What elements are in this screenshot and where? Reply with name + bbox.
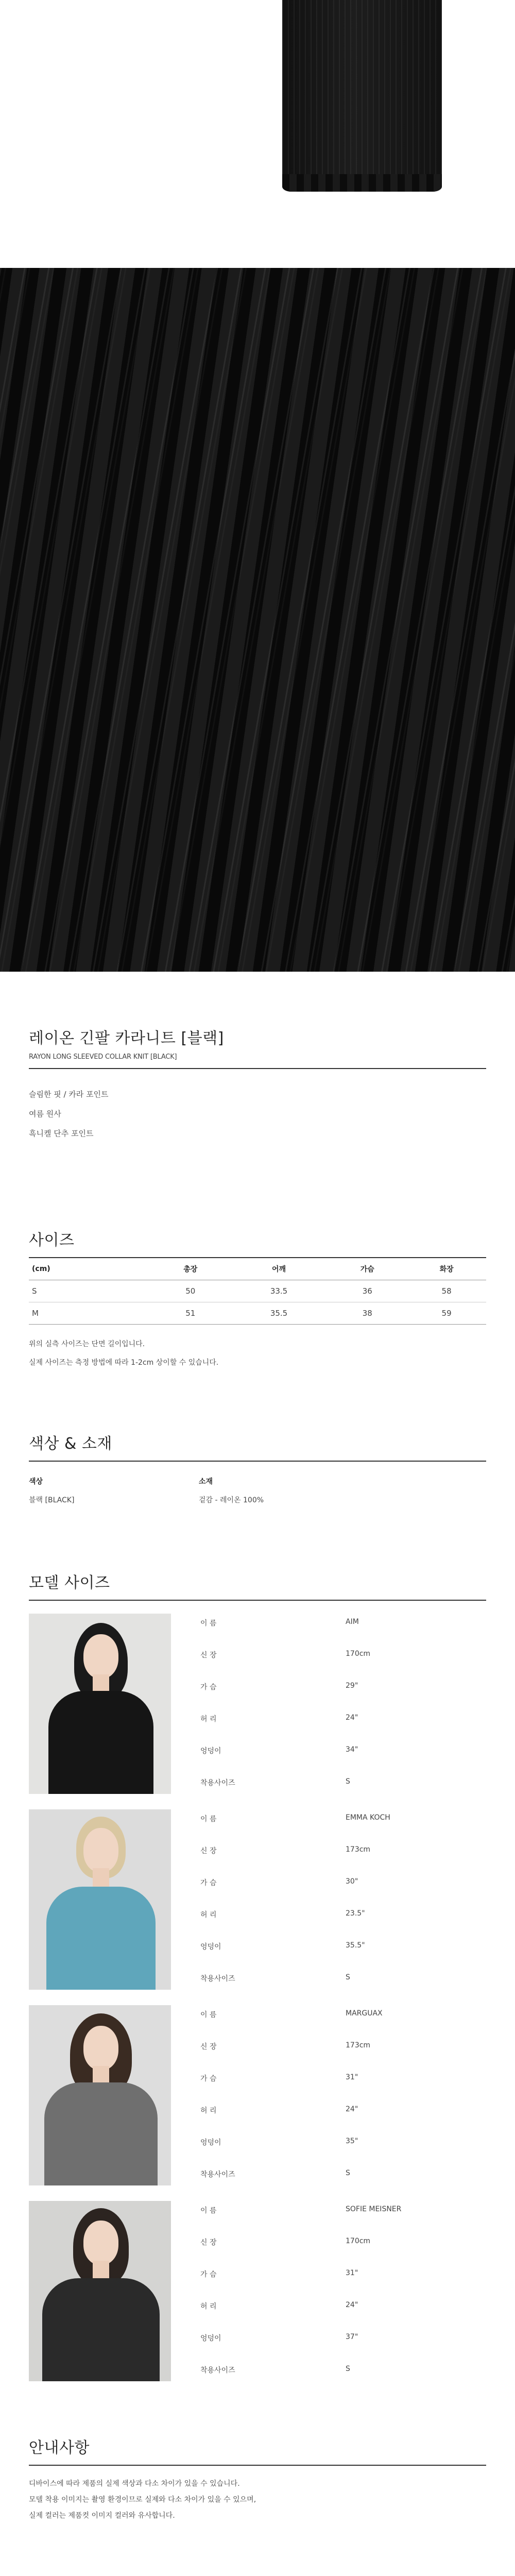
model-top <box>42 2278 160 2381</box>
info-value: 29" <box>346 1682 358 1690</box>
product-texture-detail-image <box>0 268 515 972</box>
info-value: 24" <box>346 2105 358 2113</box>
info-label: 착용사이즈 <box>200 1779 235 1787</box>
info-label: 가 슴 <box>200 2270 217 2279</box>
column-header: 화장 <box>407 1258 486 1280</box>
info-row <box>200 1614 486 1646</box>
info-row <box>200 2133 486 2165</box>
color-material-section <box>29 1431 486 1505</box>
guide-line: 모델 착용 이미지는 촬영 환경이므로 실제와 다소 차이가 있을 수 있으며, <box>29 2496 256 2504</box>
info-label: 엉덩이 <box>200 2334 221 2343</box>
color-value: 블랙 [BLACK] <box>29 1496 75 1504</box>
table-cell: 36 <box>328 1280 407 1302</box>
info-label: 엉덩이 <box>200 1943 221 1951</box>
table-cell: 50 <box>151 1280 230 1302</box>
info-label: 착용사이즈 <box>200 2171 235 2179</box>
size-section <box>29 1227 486 1372</box>
model-top <box>48 1691 153 1794</box>
info-row <box>200 1773 486 1805</box>
table-header-row <box>29 1258 486 1280</box>
section-heading: 색상 & 소재 <box>29 1435 112 1453</box>
info-value: 24" <box>346 2301 358 2309</box>
info-label: 이 름 <box>200 1619 217 1628</box>
feature-item: 흑니켈 단추 포인트 <box>29 1129 94 1138</box>
table-cell: 59 <box>407 1302 486 1324</box>
model-info <box>200 2201 486 2393</box>
table-cell: 33.5 <box>230 1280 328 1302</box>
info-value: 34" <box>346 1745 358 1754</box>
guide-line: 디바이스에 따라 제품의 실제 색상과 다소 차이가 있을 수 있습니다. <box>29 2480 240 2488</box>
model-card <box>29 1809 486 1990</box>
model-face <box>83 2221 118 2265</box>
info-value: 31" <box>346 2073 358 2081</box>
info-row <box>200 2297 486 2329</box>
section-heading: 안내사항 <box>29 2439 90 2457</box>
model-face <box>83 2026 118 2070</box>
info-value: 37" <box>346 2333 358 2341</box>
model-face <box>83 1828 118 1872</box>
size-note: 위의 실측 사이즈는 단면 길이입니다. <box>29 1340 145 1348</box>
info-label: 엉덩이 <box>200 1747 221 1755</box>
model-neck <box>93 1868 109 1889</box>
model-card <box>29 1614 486 1794</box>
info-row <box>200 2329 486 2361</box>
product-info-section <box>29 1025 486 1143</box>
info-label: 신 장 <box>200 2043 217 2051</box>
info-label: 신 장 <box>200 1847 217 1855</box>
info-row <box>200 1873 486 1905</box>
info-label: 신 장 <box>200 1651 217 1659</box>
table-cell: 58 <box>407 1280 486 1302</box>
model-neck <box>93 1674 109 1693</box>
info-value: S <box>346 1777 350 1786</box>
info-row <box>200 1905 486 1937</box>
info-row <box>200 1741 486 1773</box>
info-label: 허 리 <box>200 2107 217 2115</box>
guide-line: 실제 컬러는 제품컷 이미지 컬러와 유사합니다. <box>29 2512 175 2520</box>
model-photo <box>29 1809 171 1990</box>
model-top <box>46 1887 156 1990</box>
material-label: 소재 <box>199 1478 213 1486</box>
model-card <box>29 2005 486 2185</box>
color-material-grid <box>29 1476 486 1505</box>
info-row <box>200 2265 486 2297</box>
info-value: 173cm <box>346 1845 371 1854</box>
info-value: 23.5" <box>346 1909 365 1918</box>
table-cell: M <box>29 1302 151 1324</box>
size-table <box>29 1258 486 1325</box>
info-value: S <box>346 2169 350 2177</box>
info-row <box>200 2069 486 2101</box>
material-value: 겉감 - 레이온 100% <box>199 1496 264 1504</box>
model-card <box>29 2201 486 2381</box>
info-row <box>200 1841 486 1873</box>
model-face <box>83 1634 118 1679</box>
model-photo <box>29 2201 171 2381</box>
info-row <box>200 2037 486 2069</box>
model-info <box>200 2005 486 2197</box>
table-row <box>29 1302 486 1324</box>
info-label: 신 장 <box>200 2239 217 2247</box>
info-value: 35.5" <box>346 1941 365 1950</box>
size-note: 실제 사이즈는 측정 방법에 따라 1-2cm 상이할 수 있습니다. <box>29 1358 219 1367</box>
model-top <box>44 2082 158 2185</box>
info-label: 착용사이즈 <box>200 1975 235 1983</box>
section-heading: 모델 사이즈 <box>29 1574 110 1592</box>
product-title: 레이온 긴팔 카라니트 [블랙] <box>29 1029 224 1047</box>
info-value: EMMA KOCH <box>346 1814 390 1822</box>
info-value: SOFIE MEISNER <box>346 2205 402 2213</box>
column-header: (cm) <box>29 1258 151 1280</box>
info-value: 31" <box>346 2269 358 2277</box>
info-label: 이 름 <box>200 1815 217 1823</box>
guide-text <box>29 2476 486 2524</box>
section-heading: 사이즈 <box>29 1231 75 1249</box>
table-cell: 38 <box>328 1302 407 1324</box>
info-row <box>200 1937 486 1969</box>
divider <box>29 1600 486 1601</box>
info-value: 170cm <box>346 1650 371 1658</box>
color-label: 색상 <box>29 1478 43 1486</box>
info-row <box>200 1809 486 1841</box>
info-value: 30" <box>346 1877 358 1886</box>
info-label: 허 리 <box>200 1715 217 1723</box>
info-label: 이 름 <box>200 2207 217 2215</box>
model-info <box>200 1614 486 1805</box>
info-label: 엉덩이 <box>200 2139 221 2147</box>
divider <box>29 2465 486 2466</box>
table-cell: 35.5 <box>230 1302 328 1324</box>
info-label: 착용사이즈 <box>200 2366 235 2375</box>
knit-sleeve-hem <box>282 0 442 192</box>
feature-list <box>29 1084 486 1143</box>
info-value: 170cm <box>346 2237 371 2245</box>
info-row <box>200 1646 486 1677</box>
column-header: 어깨 <box>230 1258 328 1280</box>
model-photo <box>29 2005 171 2185</box>
info-label: 허 리 <box>200 2302 217 2311</box>
model-neck <box>93 2261 109 2280</box>
info-label: 가 슴 <box>200 1879 217 1887</box>
product-sleeve-image <box>0 0 515 227</box>
info-row <box>200 2233 486 2265</box>
info-row <box>200 1677 486 1709</box>
info-row <box>200 1709 486 1741</box>
table-cell: 51 <box>151 1302 230 1324</box>
column-header: 가슴 <box>328 1258 407 1280</box>
info-row <box>200 2101 486 2133</box>
guide-section <box>29 2435 486 2524</box>
feature-item: 여름 원사 <box>29 1109 61 1118</box>
info-row <box>200 1969 486 2001</box>
model-photo <box>29 1614 171 1794</box>
info-value: MARGUAX <box>346 2009 383 2018</box>
info-value: 24" <box>346 1714 358 1722</box>
feature-item: 슬림한 핏 / 카라 포인트 <box>29 1090 109 1099</box>
product-title-en: RAYON LONG SLEEVED COLLAR KNIT [BLACK] <box>29 1053 177 1061</box>
info-value: S <box>346 2365 350 2373</box>
divider <box>29 1068 486 1069</box>
info-row <box>200 2361 486 2393</box>
model-info <box>200 1809 486 2001</box>
info-value: AIM <box>346 1618 359 1626</box>
info-value: S <box>346 1973 350 1981</box>
model-neck <box>93 2066 109 2084</box>
info-value: 173cm <box>346 2041 371 2049</box>
size-notes <box>29 1335 486 1372</box>
info-row <box>200 2201 486 2233</box>
table-cell: S <box>29 1280 151 1302</box>
table-row <box>29 1280 486 1302</box>
model-size-section <box>29 1570 486 2375</box>
info-row <box>200 2165 486 2197</box>
info-label: 가 슴 <box>200 1683 217 1691</box>
info-label: 이 름 <box>200 2011 217 2019</box>
column-header: 총장 <box>151 1258 230 1280</box>
info-label: 허 리 <box>200 1911 217 1919</box>
divider <box>29 1461 486 1462</box>
info-row <box>200 2005 486 2037</box>
info-value: 35" <box>346 2137 358 2145</box>
info-label: 가 슴 <box>200 2075 217 2083</box>
